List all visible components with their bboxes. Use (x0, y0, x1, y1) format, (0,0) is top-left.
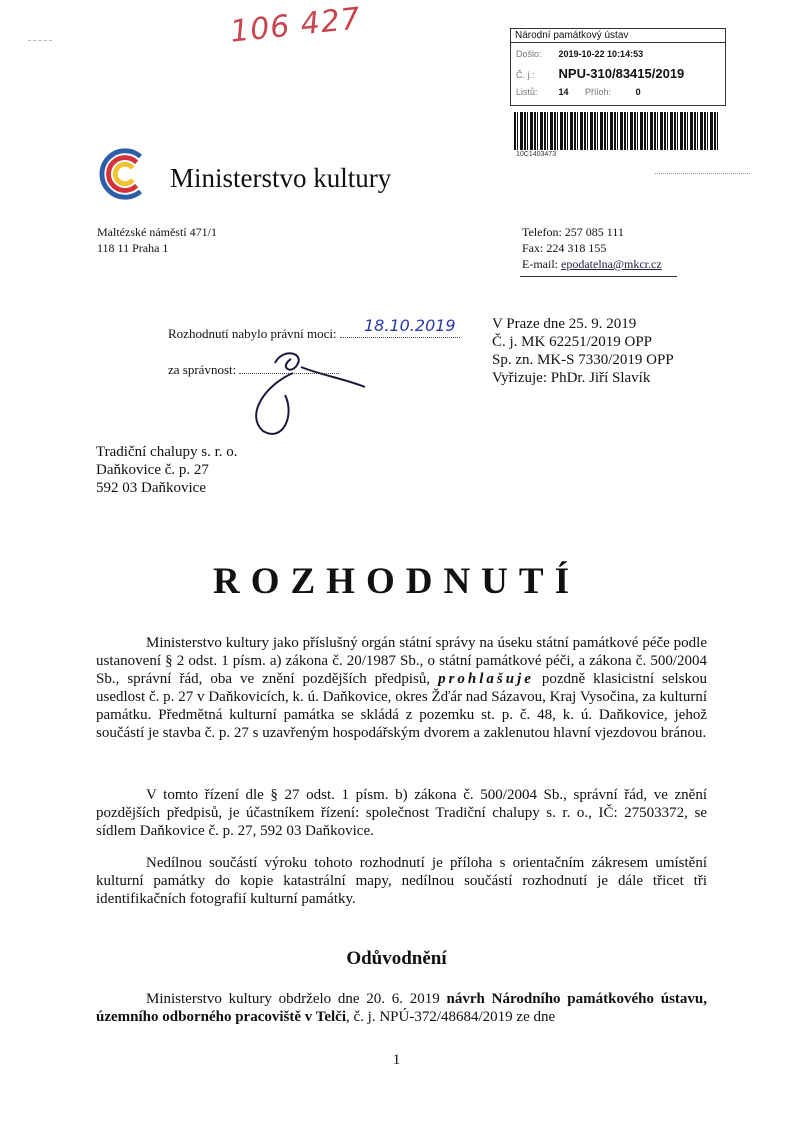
contact-email-row (522, 256, 662, 272)
contact-email-label: E-mail: (522, 257, 561, 271)
decision-paragraph (96, 634, 707, 742)
reasoning-text-end: , č. j. NPÚ-372/48684/2019 ze dne (346, 1009, 556, 1025)
barcode (514, 112, 720, 150)
stamp-ref-label: Č. j.: (516, 70, 535, 80)
decision-text-end: pozdně klasicistní selskou usedlost č. p. 27 v Daňkovicích, k. ú. Daňkovice, okres Žďár nad Sázavou, Kraj Vysočina, za kulturní památku. Předmětná kulturní památka se skládá z pozemku st. p. č. 48, k. ú. Daňkovice, jehož součástí je stavba č. p. 27 s uzavřeným hospodářským dvorem a zaklenutou hlavní vjezdovou bránou. (96, 671, 707, 741)
recipient-address (96, 443, 238, 497)
reasoning-text-start: Ministerstvo kultury obdrželo dne 20. 6. 2019 (146, 991, 447, 1007)
contact-fax: Fax: 224 318 155 (522, 241, 607, 255)
reference-block (492, 315, 674, 387)
legal-force-label: Rozhodnutí nabylo právní moci: (168, 326, 340, 341)
reasoning-heading: Odůvodnění (346, 948, 447, 969)
stamp-attachments-value: 0 (635, 87, 641, 97)
header-rule (520, 276, 677, 277)
stamp-sheets-row (516, 87, 641, 97)
reasoning-proposal: návrh Národního památkového ústavu, územního odborného pracoviště v Telči (96, 991, 707, 1025)
handwritten-legal-date: 18.10.2019 (364, 316, 456, 335)
decision-verb: prohlašuje (438, 671, 534, 687)
sender-contact (522, 224, 662, 272)
place-date: V Praze dne 25. 9. 2019 (492, 316, 637, 332)
stamp-received-row (516, 49, 643, 59)
recipient-city: 592 03 Daňkovice (96, 480, 206, 496)
address-city: 118 11 Praha 1 (97, 241, 169, 255)
recipient-name: Tradiční chalupy s. r. o. (96, 444, 238, 460)
scan-line (655, 173, 750, 174)
recipient-street: Daňkovice č. p. 27 (96, 462, 209, 478)
legal-force-dots (340, 337, 460, 338)
decision-text-start: Ministerstvo kultury jako příslušný orgán státní správy na úseku státní památkové péče podle ustanovení § 2 odst. 1 písm. a) zákona č. 20/1987 Sb., o státní památkové péči, a zákona č. 500/2004 Sb., správní řád, oba ve znění pozdějších předpisů, (96, 635, 707, 687)
reference-cj: Č. j. MK 62251/2019 OPP (492, 334, 653, 350)
scan-mark (28, 40, 52, 41)
handled-by: Vyřizuje: PhDr. Jiří Slavík (492, 370, 651, 386)
stamp-received-label: Došlo: (516, 49, 542, 59)
sender-address (97, 224, 217, 256)
handwritten-registry-number: 106 427 (228, 1, 363, 50)
stamp-sheets-value: 14 (558, 87, 569, 97)
stamp-ref-row (516, 66, 684, 81)
stamp-ref-value: NPU-310/83415/2019 (558, 66, 685, 81)
barcode-number: 10C1403473 (516, 151, 557, 158)
ministry-name: Ministerstvo kultury (170, 163, 392, 193)
registry-stamp (510, 28, 726, 106)
stamp-received-value: 2019-10-22 10:14:53 (558, 49, 644, 59)
attachment-paragraph: Nedílnou součástí výroku tohoto rozhodnutí je příloha s orientačním zákresem umístění kulturní památky do kopie katastrální mapy, nedílnou součástí rozhodnutí je dále třicet tři identifikačních fotografií kulturní památky. (96, 855, 707, 907)
participant-paragraph: V tomto řízení dle § 27 odst. 1 písm. b) zákona č. 500/2004 Sb., správní řád, ve znění pozdějších předpisů, je účastníkem řízení: společnost Tradiční chalupy s. r. o., IČ: 27503372, se sídlem Daňkovice č. p. 27, 592 03 Daňkovice. (96, 787, 707, 839)
document-title: ROZHODNUTÍ (213, 561, 580, 602)
ministry-logo-icon (96, 145, 154, 203)
stamp-institution: Národní památkový ústav (511, 29, 725, 43)
stamp-sheets-label: Listů: (516, 87, 538, 97)
accuracy-label: za správnost: (168, 362, 240, 377)
handwritten-signature (235, 345, 375, 440)
contact-email-link[interactable]: epodatelna@mkcr.cz (561, 257, 662, 271)
contact-phone: Telefon: 257 085 111 (522, 225, 624, 239)
reference-spzn: Sp. zn. MK-S 7330/2019 OPP (492, 352, 674, 368)
page-number: 1 (392, 1052, 401, 1068)
address-street: Maltézské náměstí 471/1 (97, 225, 217, 239)
reasoning-paragraph (96, 990, 707, 1026)
stamp-attachments-label: Příloh: (585, 87, 612, 97)
